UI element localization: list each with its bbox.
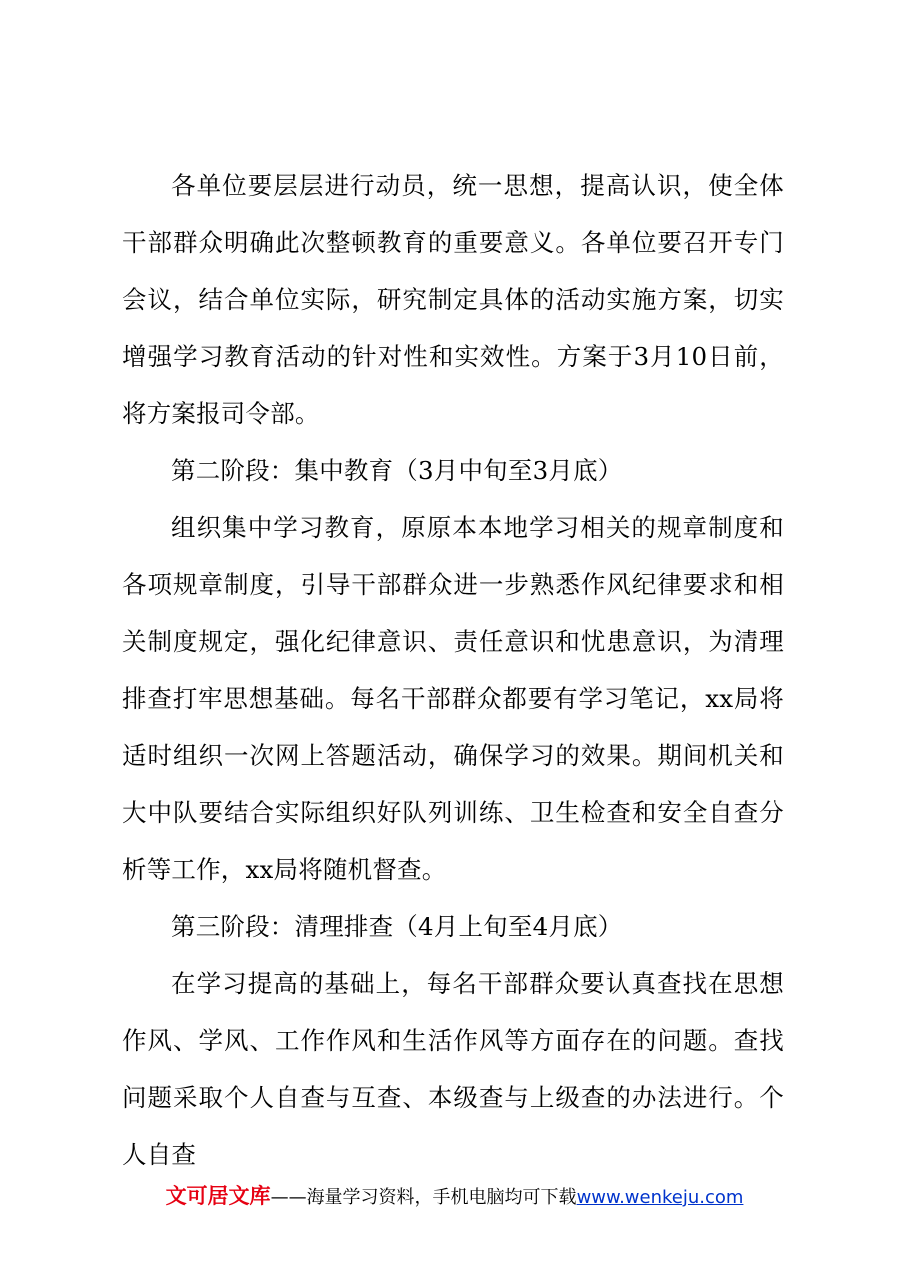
document-body [122,157,784,1183]
heading-stage-two: 第二阶段：集中教育（3月中旬至3月底） [171,456,623,485]
footer-banner [0,1181,909,1213]
footer-link[interactable]: www.wenkeju.com [576,1187,744,1208]
paragraph-inspection: 在学习提高的基础上，每名干部群众要认真查找在思想作风、学风、工作作风和生活作风等方面存在的问题。查找问题采取个人自查与互查、本级查与上级查的办法进行。个人自查 [122,969,784,1169]
paragraph-mobilization: 各单位要层层进行动员，统一思想，提高认识，使全体干部群众明确此次整顿教育的重要意义。各单位要召开专门会议，结合单位实际，研究制定具体的活动实施方案，切实增强学习教育活动的针对性和实效性。方案于3月10日前，将方案报司令部。 [122,171,784,428]
footer-brand: 文可居文库 [165,1184,271,1208]
paragraph-centralized-education: 组织集中学习教育，原原本本地学习相关的规章制度和各项规章制度，引导干部群众进一步熟悉作风纪律要求和相关制度规定，强化纪律意识、责任意识和忧患意识，为清理排查打牢思想基础。每名干部群众都要有学习笔记，xx局将适时组织一次网上答题活动，确保学习的效果。期间机关和大中队要结合实际组织好队列训练、卫生检查和安全自查分析等工作，xx局将随机督查。 [122,513,784,884]
heading-stage-three: 第三阶段：清理排查（4月上旬至4月底） [171,912,623,941]
footer-slogan: ——海量学习资料，手机电脑均可下载 [270,1187,577,1208]
